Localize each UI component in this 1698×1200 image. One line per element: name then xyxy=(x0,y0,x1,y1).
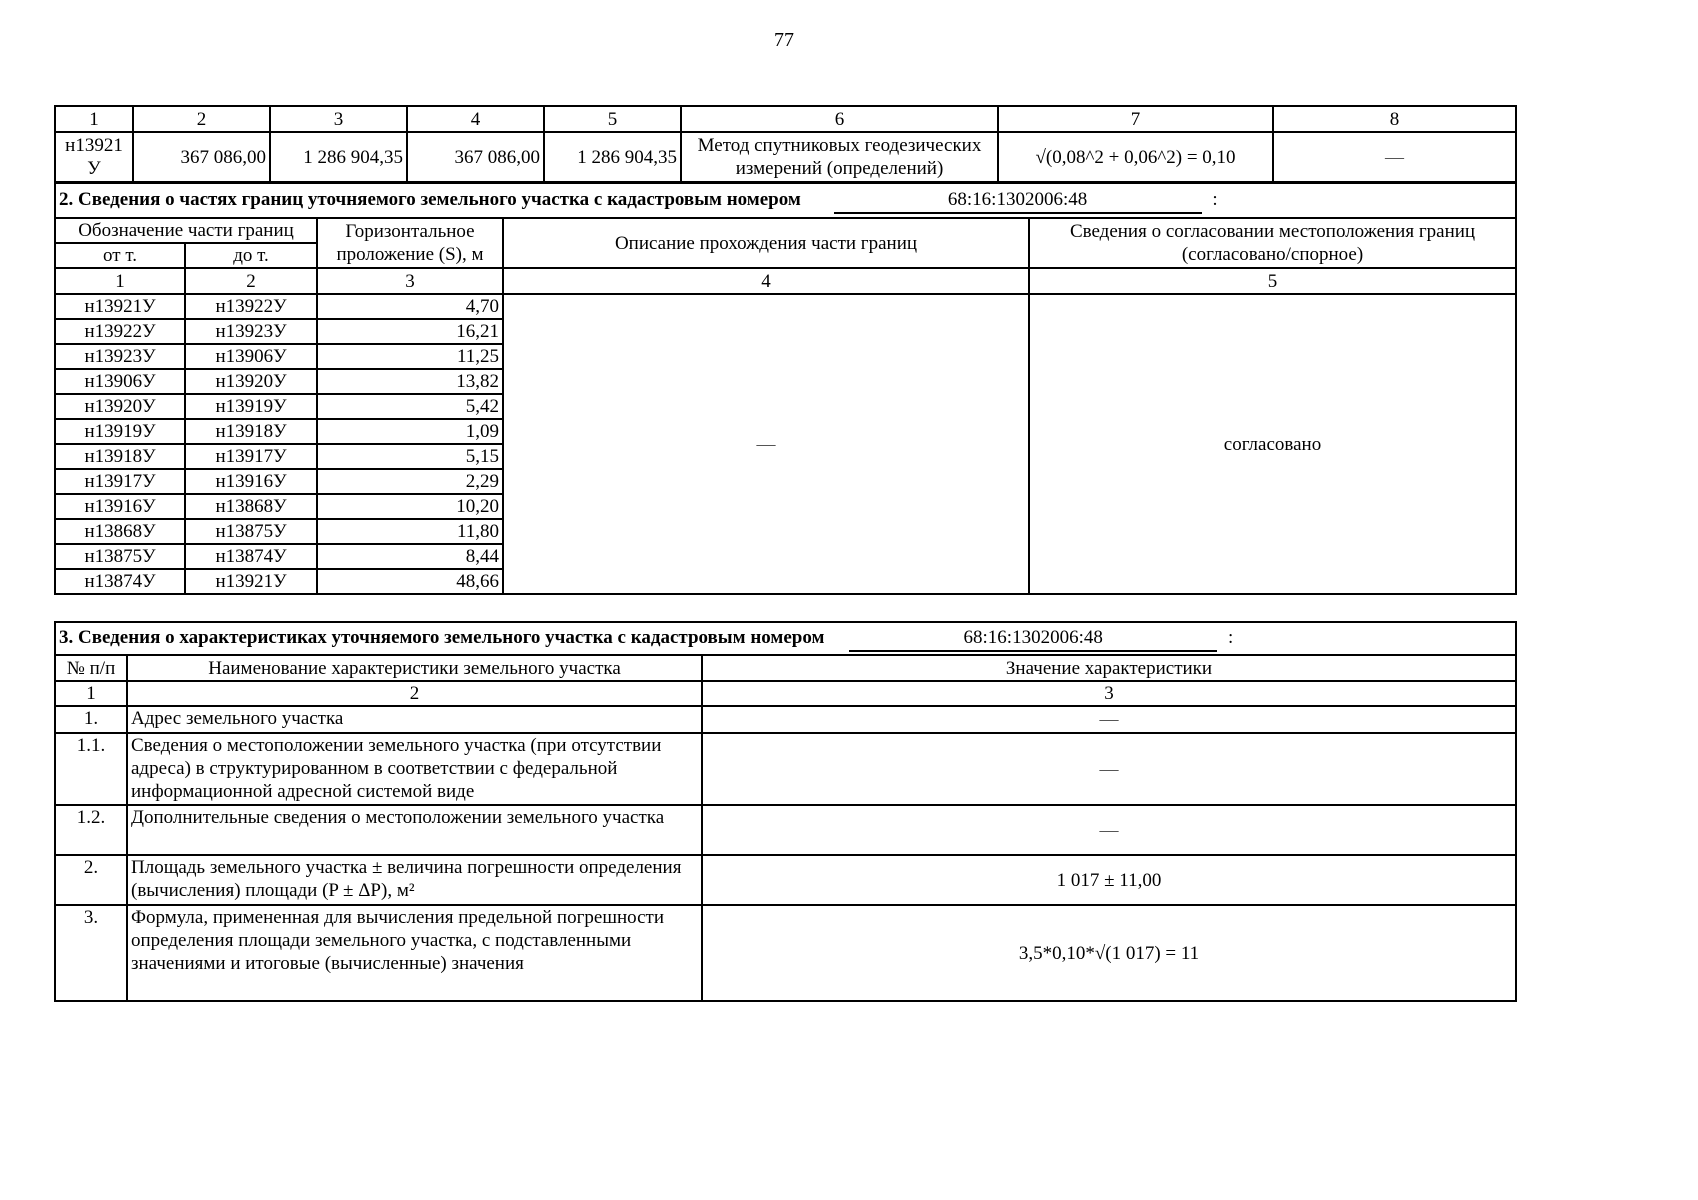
x-coordinate-old: 367 086,00 xyxy=(133,132,270,182)
characteristic-value: — xyxy=(702,733,1516,805)
row-number: 1.1. xyxy=(55,733,127,805)
horizontal-distance: 8,44 xyxy=(317,544,503,569)
from-point: н13922У xyxy=(55,319,185,344)
row-number: 1. xyxy=(55,706,127,733)
section3-colon: : xyxy=(1227,626,1234,648)
table-row xyxy=(55,805,1516,855)
table-row xyxy=(55,905,1516,1001)
to-point: н13919У xyxy=(185,394,317,419)
from-point: н13920У xyxy=(55,394,185,419)
to-point: н13916У xyxy=(185,469,317,494)
row-number: 1.2. xyxy=(55,805,127,855)
part-designation-header: Обозначение части границ xyxy=(55,218,317,243)
col-number: 7 xyxy=(998,106,1273,132)
row-number: 3. xyxy=(55,905,127,1001)
horizontal-distance: 2,29 xyxy=(317,469,503,494)
col-number: 1 xyxy=(55,106,133,132)
section2-title-row xyxy=(55,183,1516,218)
col-number: 3 xyxy=(317,268,503,294)
characteristic-name: Адрес земельного участка xyxy=(127,706,702,733)
y-coordinate-new: 1 286 904,35 xyxy=(544,132,681,182)
col-number: 5 xyxy=(1029,268,1516,294)
from-point-header: от т. xyxy=(55,243,185,268)
horizontal-distance: 16,21 xyxy=(317,319,503,344)
x-coordinate-new: 367 086,00 xyxy=(407,132,544,182)
section3-cadastral-number: 68:16:1302006:48 xyxy=(849,626,1217,652)
from-point: н13916У xyxy=(55,494,185,519)
from-point: н13919У xyxy=(55,419,185,444)
horizontal-distance: 10,20 xyxy=(317,494,503,519)
col-number: 8 xyxy=(1273,106,1516,132)
from-point: н13875У xyxy=(55,544,185,569)
to-point-header: до т. xyxy=(185,243,317,268)
section2-title-cell xyxy=(55,183,1516,218)
to-point: н13874У xyxy=(185,544,317,569)
characteristic-value: 3,5*0,10*√(1 017) = 11 xyxy=(702,905,1516,1001)
to-point: н13921У xyxy=(185,569,317,594)
to-point: н13917У xyxy=(185,444,317,469)
horizontal-distance: 5,42 xyxy=(317,394,503,419)
to-point: н13868У xyxy=(185,494,317,519)
section3-title: 3. Сведения о характеристиках уточняемого земельного участка с кадастровым номером xyxy=(59,626,825,648)
horizontal-distance: 48,66 xyxy=(317,569,503,594)
row-number: 2. xyxy=(55,855,127,905)
characteristic-name: Дополнительные сведения о местоположении земельного участка xyxy=(127,805,702,855)
col-number: 1 xyxy=(55,268,185,294)
horizontal-distance-header: Горизонтальное проложение (S), м xyxy=(317,218,503,268)
characteristics-table xyxy=(54,621,1517,1002)
horizontal-distance: 1,09 xyxy=(317,419,503,444)
to-point: н13875У xyxy=(185,519,317,544)
col-number: 6 xyxy=(681,106,998,132)
characteristic-name: Сведения о местоположении земельного участка (при отсутствии адреса) в структурированном в соответствии с федеральной информационной адресной системой виде xyxy=(127,733,702,805)
measurement-method: Метод спутниковых геодезических измерений (определений) xyxy=(681,132,998,182)
from-point: н13918У xyxy=(55,444,185,469)
characteristic-value: — xyxy=(702,706,1516,733)
section2-colon: : xyxy=(1212,188,1218,210)
col-number: 1 xyxy=(55,681,127,706)
from-point: н13917У xyxy=(55,469,185,494)
col-number: 2 xyxy=(127,681,702,706)
to-point: н13920У xyxy=(185,369,317,394)
characteristic-value-header: Значение характеристики xyxy=(702,655,1516,681)
col-number: 3 xyxy=(270,106,407,132)
horizontal-distance: 5,15 xyxy=(317,444,503,469)
col-number: 5 xyxy=(544,106,681,132)
number-header: № п/п xyxy=(55,655,127,681)
characteristic-value: 1 017 ± 11,00 xyxy=(702,855,1516,905)
col-number: 4 xyxy=(407,106,544,132)
coordinates-data-row xyxy=(55,132,1516,182)
from-point: н13868У xyxy=(55,519,185,544)
to-point: н13906У xyxy=(185,344,317,369)
point-designation: н13921 У xyxy=(55,132,133,182)
to-point: н13923У xyxy=(185,319,317,344)
page-number: 77 xyxy=(774,29,794,51)
table-row xyxy=(55,855,1516,905)
coordinates-header-row xyxy=(55,106,1516,132)
table-row xyxy=(55,706,1516,733)
agreement-header: Сведения о согласовании местоположения границ (согласовано/спорное) xyxy=(1029,218,1516,268)
agreement-value: согласовано xyxy=(1029,294,1516,594)
characteristic-name-header: Наименование характеристики земельного участка xyxy=(127,655,702,681)
from-point: н13906У xyxy=(55,369,185,394)
section2-title: 2. Сведения о частях границ уточняемого земельного участка с кадастровым номером xyxy=(59,188,801,210)
section3-title-row xyxy=(55,622,1516,655)
col-number: 3 xyxy=(702,681,1516,706)
table-row xyxy=(55,294,1516,319)
from-point: н13923У xyxy=(55,344,185,369)
horizontal-distance: 11,25 xyxy=(317,344,503,369)
col-number: 2 xyxy=(133,106,270,132)
section3-column-numbers-row xyxy=(55,681,1516,706)
characteristic-name: Формула, примененная для вычисления предельной погрешности определения площади земельного участка, с подставленными значениями и итоговые (вычисленные) значения xyxy=(127,905,702,1001)
to-point: н13922У xyxy=(185,294,317,319)
column-8-value: — xyxy=(1273,132,1516,182)
from-point: н13874У xyxy=(55,569,185,594)
characteristic-name: Площадь земельного участка ± величина погрешности определения (вычисления) площади (P ± ΔP), м² xyxy=(127,855,702,905)
y-coordinate-old: 1 286 904,35 xyxy=(270,132,407,182)
precision-formula: √(0,08^2 + 0,06^2) = 0,10 xyxy=(998,132,1273,182)
boundary-parts-table xyxy=(54,182,1517,595)
section2-column-numbers-row xyxy=(55,268,1516,294)
section3-header-row xyxy=(55,655,1516,681)
to-point: н13918У xyxy=(185,419,317,444)
description-value: — xyxy=(503,294,1029,594)
horizontal-distance: 13,82 xyxy=(317,369,503,394)
from-point: н13921У xyxy=(55,294,185,319)
coordinates-table xyxy=(54,105,1517,183)
section3-title-cell xyxy=(55,622,1516,655)
characteristic-value: — xyxy=(702,805,1516,855)
horizontal-distance: 4,70 xyxy=(317,294,503,319)
description-header: Описание прохождения части границ xyxy=(503,218,1029,268)
table-row xyxy=(55,733,1516,805)
section2-header-row xyxy=(55,218,1516,243)
col-number: 2 xyxy=(185,268,317,294)
section2-cadastral-number: 68:16:1302006:48 xyxy=(834,188,1202,214)
horizontal-distance: 11,80 xyxy=(317,519,503,544)
col-number: 4 xyxy=(503,268,1029,294)
